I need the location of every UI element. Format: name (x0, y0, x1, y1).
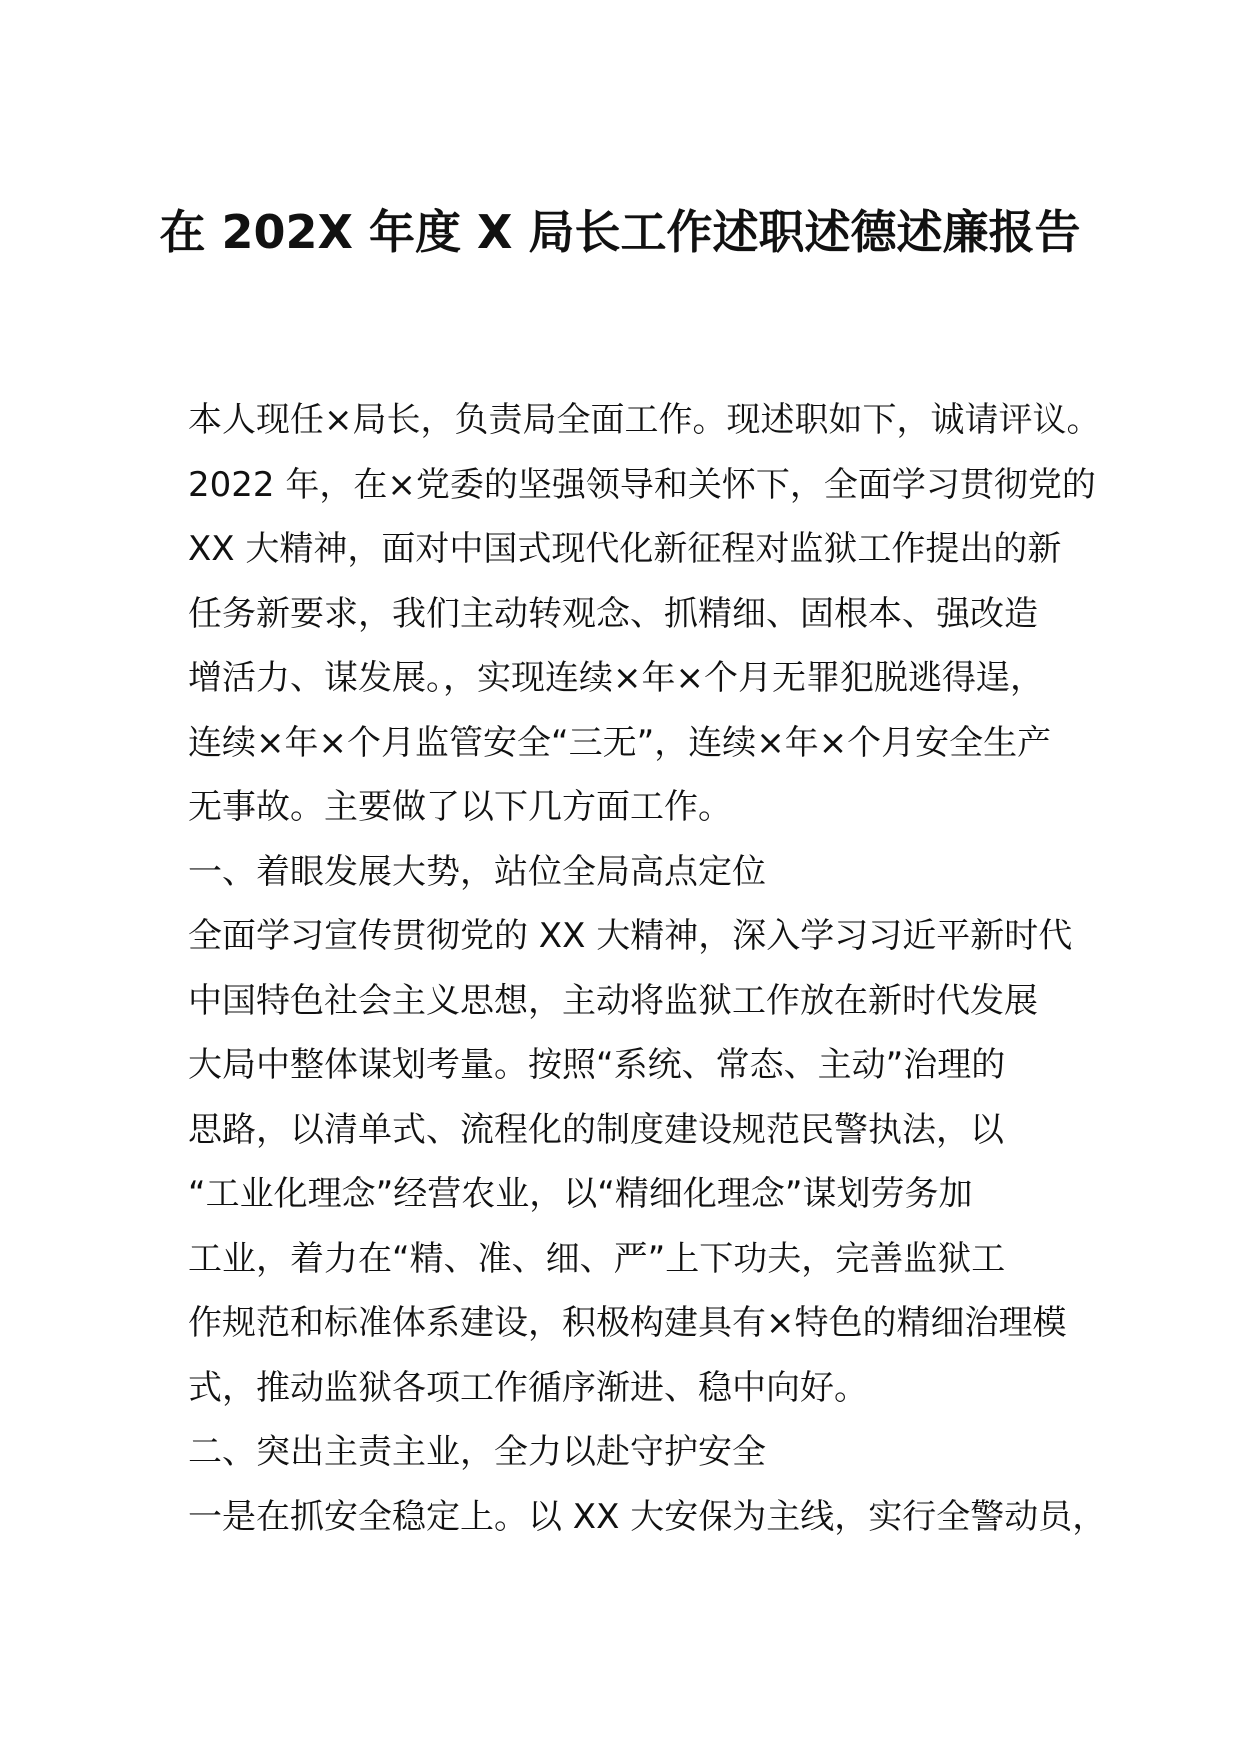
section-heading-1: 一、着眼发展大势，站位全局高点定位 (188, 851, 766, 892)
paragraph-line: 增活力、谋发展。，实现连续×年×个月无罪犯脱逃得逞， (188, 658, 1044, 698)
paragraph-line: 无事故。主要做了以下几方面工作。 (188, 787, 732, 827)
paragraph-line: XX 大精神，面对中国式现代化新征程对监狱工作提出的新 (188, 529, 1062, 569)
paragraph-line: 作规范和标准体系建设，积极构建具有×特色的精细治理模 (188, 1303, 1067, 1343)
paragraph-line: 式，推动监狱各项工作循序渐进、稳中向好。 (188, 1367, 868, 1408)
paragraph-line: 任务新要求，我们主动转观念、抓精细、固根本、强改造 (188, 593, 1038, 634)
paragraph-line: 大局中整体谋划考量。按照“系统、常态、主动”治理的 (188, 1045, 1006, 1085)
paragraph-line: 2022 年，在×党委的坚强领导和关怀下，全面学习贯彻党的 (188, 464, 1096, 505)
section-heading-2: 二、突出主责主业，全力以赴守护安全 (188, 1432, 766, 1472)
paragraph-line: 工业，着力在“精、准、细、严”上下功夫，完善监狱工 (188, 1238, 1006, 1279)
paragraph-line: 中国特色社会主义思想，主动将监狱工作放在新时代发展 (188, 980, 1038, 1021)
paragraph-line: 思路，以清单式、流程化的制度建设规范民警执法，以 (188, 1109, 1004, 1150)
document-body (188, 388, 1107, 1549)
paragraph-line: 一是在抓安全稳定上。以 XX 大安保为主线，实行全警动员， (188, 1496, 1107, 1537)
paragraph-line: “工业化理念”经营农业，以“精细化理念”谋划劳务加 (188, 1174, 973, 1214)
paragraph-line: 全面学习宣传贯彻党的 XX 大精神，深入学习习近平新时代 (188, 916, 1073, 956)
paragraph-line: 连续×年×个月监管安全“三无”，连续×年×个月安全生产 (188, 722, 1052, 763)
document-title: 在 202X 年度 X 局长工作述职述德述廉报告 (159, 205, 1081, 259)
paragraph-line: 本人现任×局长，负责局全面工作。现述职如下，诚请评议。 (188, 400, 1101, 440)
